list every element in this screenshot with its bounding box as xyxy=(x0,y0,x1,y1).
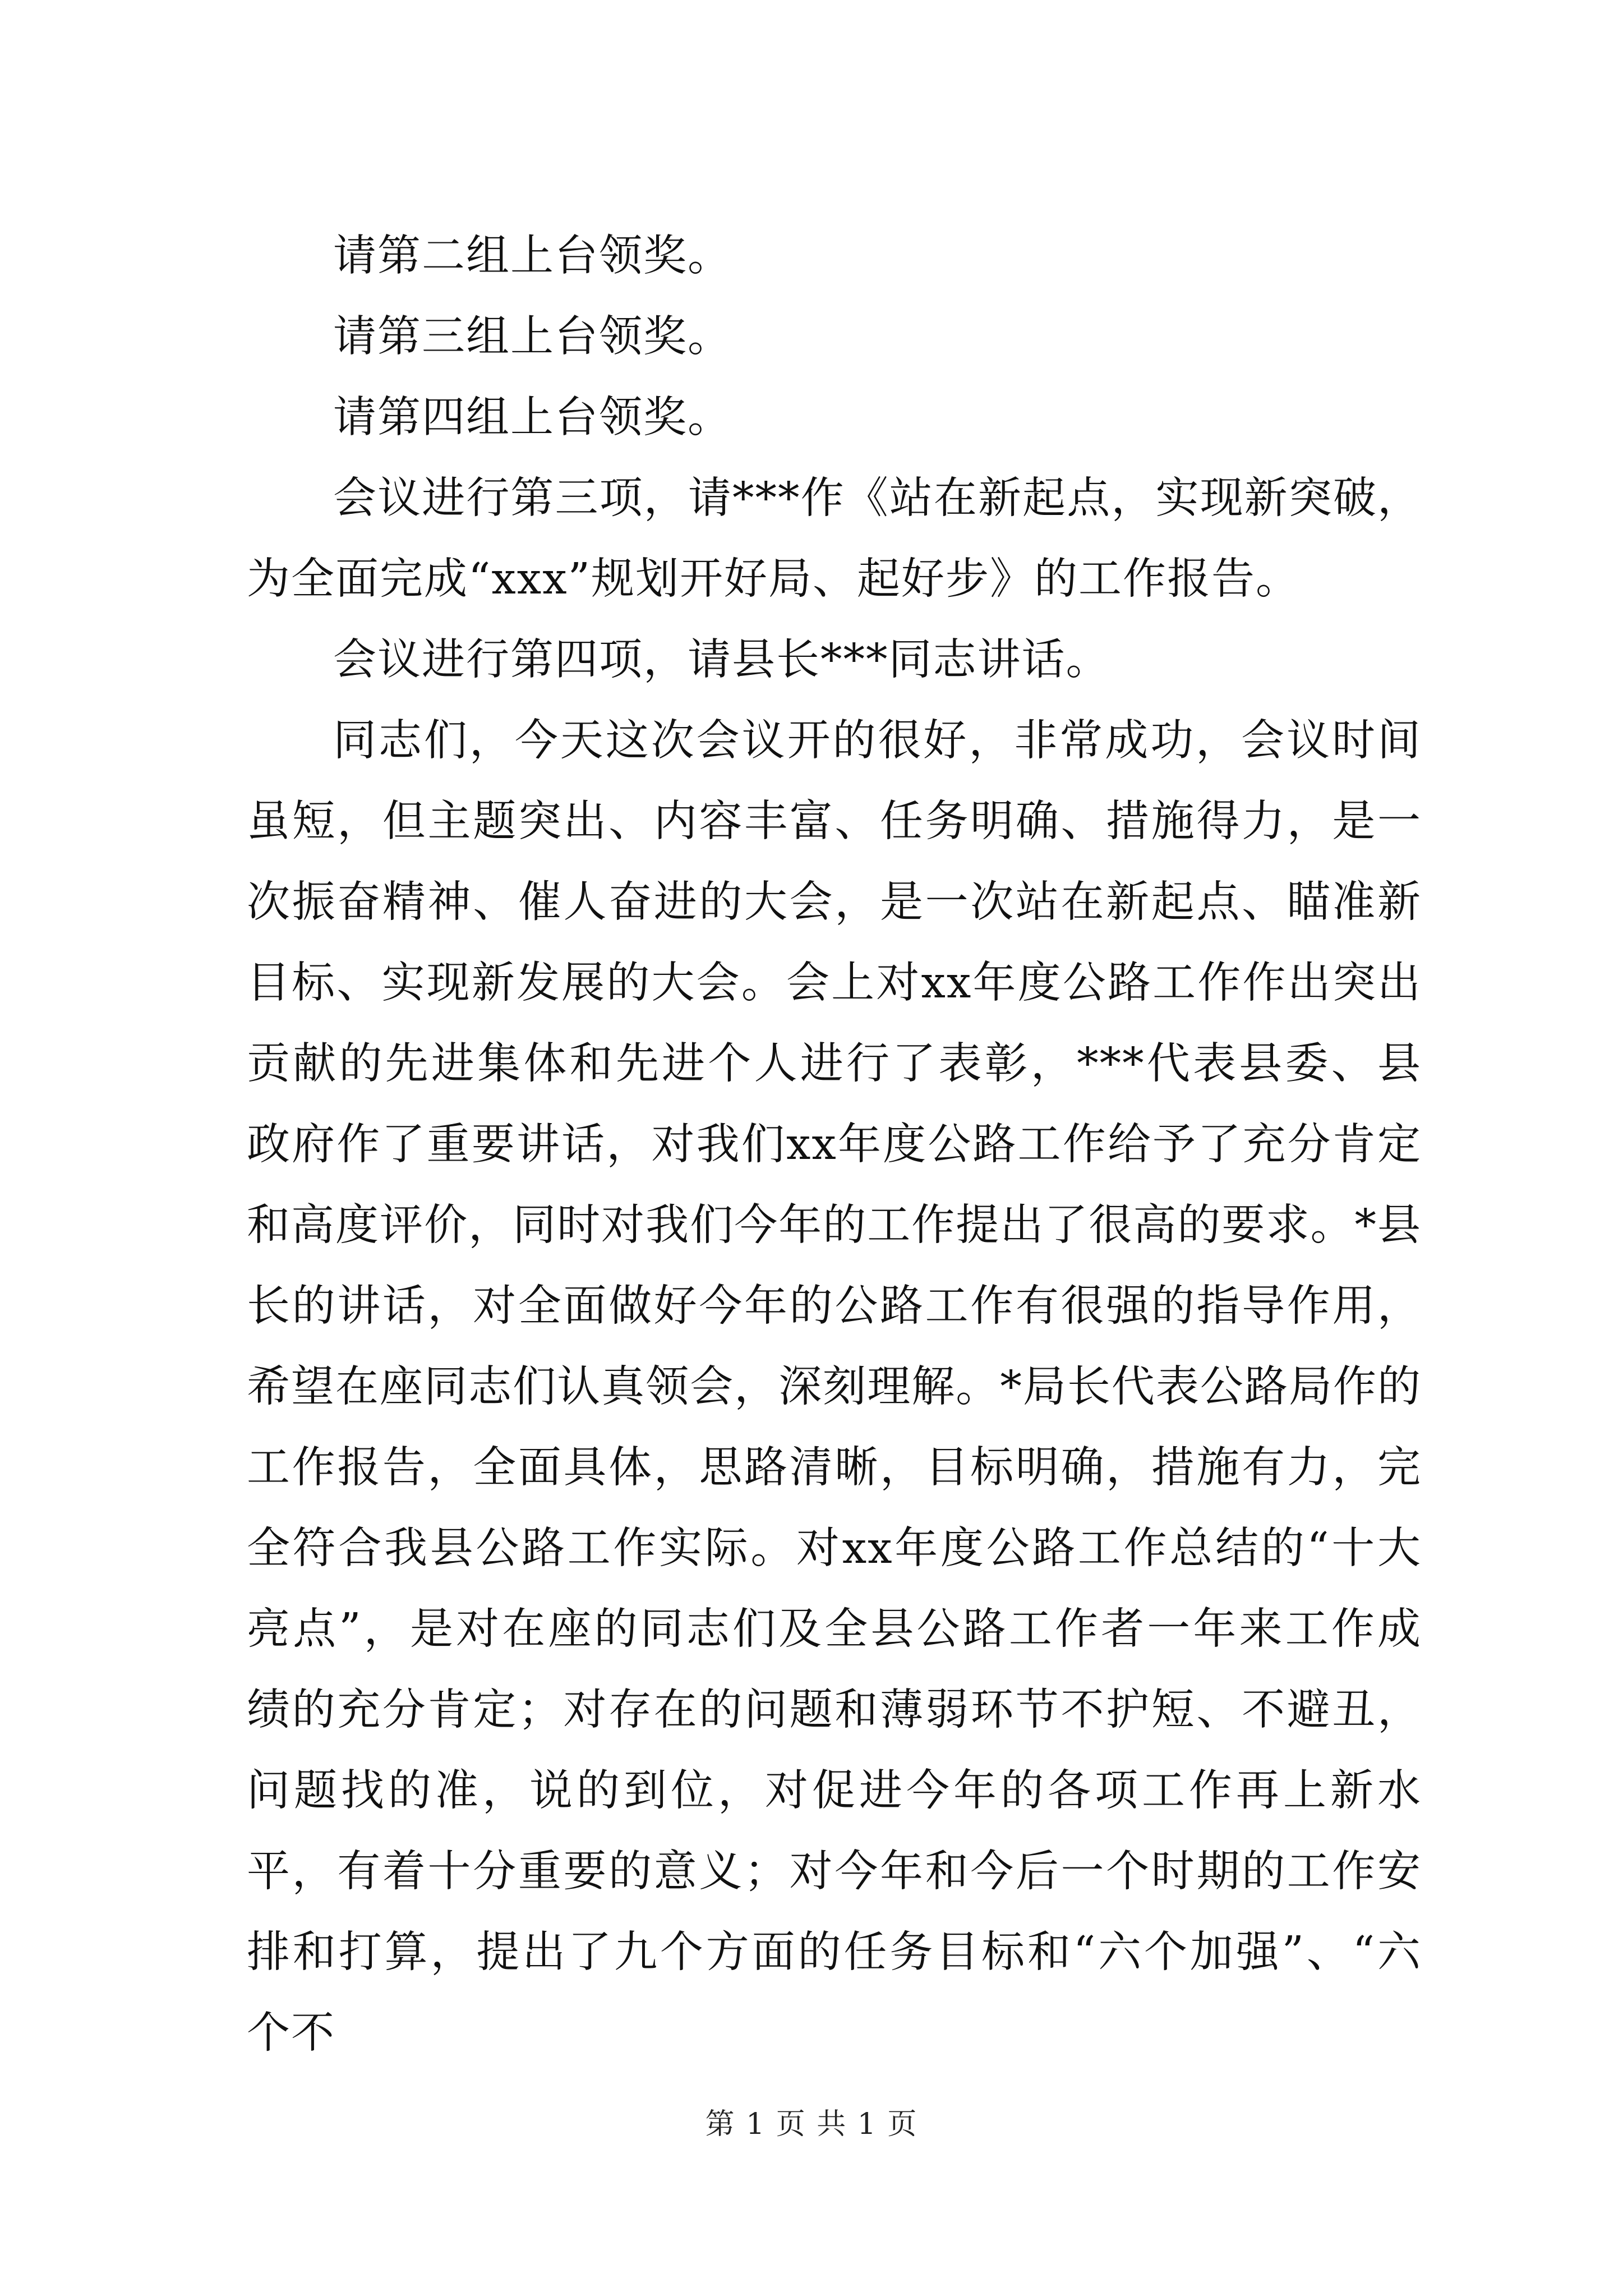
paragraph-agenda-item-4: 会议进行第四项，请县长***同志讲话。 xyxy=(333,635,1110,685)
paragraph-award-group-2: 请第二组上台领奖。 xyxy=(333,231,732,281)
paragraph-speech: 同志们，今天这次会议开的很好，非常成功，会议时间虽短，但主题突出、内容丰富、任务明确、措施得力，是一次振奋精神、催人奋进的大会，是一次站在新起点、瞄准新目标、实现新发展的大会。会上对xx年度公路工作作出突出贡献的先进集体和先进个人进行了表彰，***代表县委、县政府作了重要讲话，对我们xx年度公路工作给予了充分肯定和高度评价，同时对我们今年的工作提出了很高的要求。*县长的讲话，对全面做好今年的公路工作有很强的指导作用，希望在座同志们认真领会，深刻理解。*局长代表公路局作的工作报告，全面具体，思路清晰，目标明确，措施有力，完全符合我县公路工作实际。对xx年度公路工作总结的“十大亮点”，是对在座的同志们及全县公路工作者一年来工作成绩的充分肯定；对存在的问题和薄弱环节不护短、不避丑，问题找的准，说的到位，对促进今年的各项工作再上新水平，有着十分重要的意义；对今年和今后一个时期的工作安排和打算，提出了九个方面的任务目标和“六个加强”、“六个不 xyxy=(247,716,1422,2058)
paragraph-agenda-item-3: 会议进行第三项，请***作《站在新起点，实现新突破，为全面完成“xxx”规划开好局、起好步》的工作报告。 xyxy=(247,473,1422,604)
paragraph-award-group-3: 请第三组上台领奖。 xyxy=(333,312,732,362)
paragraph-award-group-4: 请第四组上台领奖。 xyxy=(333,393,732,443)
document-body xyxy=(247,216,1422,2074)
page-number-footer: 第 1 页 共 1 页 xyxy=(705,2108,918,2141)
